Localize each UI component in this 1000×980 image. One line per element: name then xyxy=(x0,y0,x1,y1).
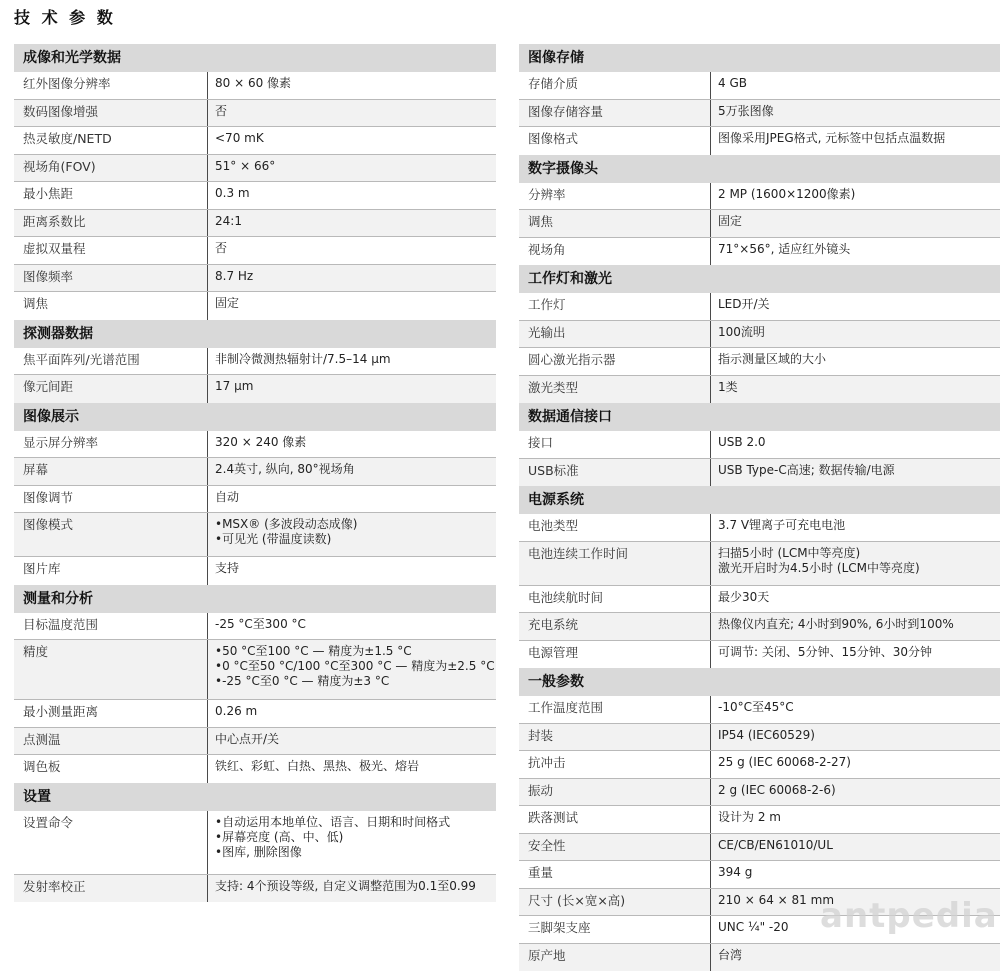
spec-label: 图像存储容量 xyxy=(519,100,711,127)
spec-label: 显示屏分辨率 xyxy=(14,431,208,458)
spec-label: 安全性 xyxy=(519,834,711,861)
spec-label: 跌落测试 xyxy=(519,806,711,833)
spec-value-line: 固定 xyxy=(215,296,240,310)
spec-bullet: •可见光 (带温度读数) xyxy=(215,532,332,546)
spec-row xyxy=(519,613,1000,641)
spec-row xyxy=(14,210,496,238)
section-heading: 设置 xyxy=(14,783,496,811)
spec-section xyxy=(14,783,496,903)
spec-row xyxy=(519,376,1000,404)
spec-value xyxy=(208,237,496,264)
section-rows xyxy=(519,431,1000,486)
spec-label: 设置命令 xyxy=(14,811,208,874)
spec-label: 精度 xyxy=(14,640,208,699)
spec-label: 视场角(FOV) xyxy=(14,155,208,182)
spec-row xyxy=(14,557,496,585)
spec-value-line: 可调节: 关闭、5分钟、15分钟、30分钟 xyxy=(718,644,933,659)
spec-bullet: •0 °C至50 °C/100 °C至300 °C — 精度为±2.5 °C xyxy=(215,659,495,673)
spec-value-line: 扫描5小时 (LCM中等亮度) xyxy=(718,545,861,560)
spec-label: 图片库 xyxy=(14,557,208,585)
spec-label: 光输出 xyxy=(519,321,711,348)
spec-row xyxy=(519,238,1000,266)
spec-value xyxy=(711,431,1000,458)
watermark-logo: antpedia xyxy=(820,896,998,936)
section-rows xyxy=(14,811,496,903)
section-rows xyxy=(14,431,496,585)
spec-label: 发射率校正 xyxy=(14,875,208,903)
spec-label: 封装 xyxy=(519,724,711,751)
section-heading: 探测器数据 xyxy=(14,320,496,348)
spec-row xyxy=(519,834,1000,862)
spec-row xyxy=(519,210,1000,238)
spec-row xyxy=(14,375,496,403)
spec-row xyxy=(14,265,496,293)
spec-label: 振动 xyxy=(519,779,711,806)
spec-value xyxy=(208,182,496,209)
page-title: 技 术 参 数 xyxy=(14,8,116,27)
spec-value xyxy=(711,834,1000,861)
spec-label: 三脚架支座 xyxy=(519,916,711,943)
spec-value-line: UNC ¼" -20 xyxy=(718,920,789,934)
spec-value xyxy=(711,586,1000,613)
spec-section xyxy=(519,44,1000,155)
spec-value-line: 2 g (IEC 60068-2-6) xyxy=(718,782,836,797)
spec-value-line: 4 GB xyxy=(718,76,747,90)
spec-value-line: 最少30天 xyxy=(718,589,770,604)
spec-label: 图像模式 xyxy=(14,513,208,556)
spec-bullet: •图库, 删除图像 xyxy=(215,844,302,859)
spec-value-line: 图像采用JPEG格式, 元标签中包括点温数据 xyxy=(718,131,946,145)
spec-value-line: 2 MP (1600×1200像素) xyxy=(718,186,856,201)
section-heading: 测量和分析 xyxy=(14,585,496,613)
spec-value-line: 支持: 4个预设等级, 自定义调整范围为0.1至0.99 xyxy=(215,878,476,893)
spec-row xyxy=(14,72,496,100)
spec-value-line: 2.4英寸, 纵向, 80°视场角 xyxy=(215,462,355,476)
spec-row xyxy=(519,321,1000,349)
spec-value-line: 0.26 m xyxy=(215,704,258,718)
spec-value xyxy=(711,127,1000,155)
spec-label: 电池连续工作时间 xyxy=(519,542,711,585)
section-rows xyxy=(519,183,1000,266)
section-heading: 工作灯和激光 xyxy=(519,265,1000,293)
spec-value-line: 中心点开/关 xyxy=(215,731,280,746)
spec-value xyxy=(711,210,1000,237)
spec-value xyxy=(208,431,496,458)
spec-label: 目标温度范围 xyxy=(14,613,208,640)
spec-value xyxy=(208,127,496,154)
spec-section xyxy=(519,403,1000,486)
spec-value-line: 自动 xyxy=(215,489,240,504)
spec-label: 点测温 xyxy=(14,728,208,755)
spec-row xyxy=(519,641,1000,669)
spec-value xyxy=(711,348,1000,375)
spec-row xyxy=(14,640,496,700)
spec-row xyxy=(519,72,1000,100)
spec-label: 最小焦距 xyxy=(14,182,208,209)
spec-section xyxy=(14,585,496,783)
spec-value xyxy=(208,265,496,292)
spec-value xyxy=(208,728,496,755)
spec-label: 距离系数比 xyxy=(14,210,208,237)
section-rows xyxy=(519,293,1000,403)
spec-value-line: 0.3 m xyxy=(215,186,250,200)
spec-value xyxy=(208,155,496,182)
spec-bullet: •MSX® (多波段动态成像) xyxy=(215,517,358,531)
spec-label: 屏幕 xyxy=(14,458,208,485)
spec-value-line: 3.7 V锂离子可充电电池 xyxy=(718,518,846,532)
spec-label: 充电系统 xyxy=(519,613,711,640)
spec-row xyxy=(519,751,1000,779)
spec-label: 像元间距 xyxy=(14,375,208,403)
spec-value xyxy=(711,183,1000,210)
spec-value xyxy=(711,542,1000,585)
spec-row xyxy=(519,100,1000,128)
spec-value xyxy=(208,513,496,556)
spec-value xyxy=(208,875,496,903)
spec-value xyxy=(208,100,496,127)
section-rows xyxy=(519,514,1000,668)
spec-value xyxy=(208,755,496,783)
spec-value xyxy=(208,210,496,237)
section-heading: 数字摄像头 xyxy=(519,155,1000,183)
spec-row xyxy=(14,486,496,514)
spec-value-line: 100流明 xyxy=(718,324,765,339)
spec-value-line: <70 mK xyxy=(215,131,264,145)
section-heading: 成像和光学数据 xyxy=(14,44,496,72)
spec-value xyxy=(711,459,1000,487)
spec-row xyxy=(519,696,1000,724)
spec-row xyxy=(519,127,1000,155)
spec-row xyxy=(14,513,496,557)
spec-value xyxy=(711,100,1000,127)
spec-value xyxy=(711,806,1000,833)
spec-value-line: 394 g xyxy=(718,865,753,879)
spec-value xyxy=(711,238,1000,266)
spec-label: 调焦 xyxy=(14,292,208,320)
spec-value xyxy=(208,613,496,640)
spec-value-line: 210 × 64 × 81 mm xyxy=(718,892,835,907)
spec-label: 工作温度范围 xyxy=(519,696,711,723)
spec-row xyxy=(519,514,1000,542)
spec-value-line: 固定 xyxy=(718,214,743,228)
spec-label: 热灵敏度/NETD xyxy=(14,127,208,154)
spec-value-line: 1类 xyxy=(718,379,738,394)
section-heading: 电源系统 xyxy=(519,486,1000,514)
spec-value-line: 非制冷微测热辐射计/7.5–14 µm xyxy=(215,351,391,366)
spec-label: 图像频率 xyxy=(14,265,208,292)
spec-value-line: CE/CB/EN61010/UL xyxy=(718,837,833,852)
spec-value xyxy=(208,557,496,585)
section-rows xyxy=(519,72,1000,155)
section-rows xyxy=(14,348,496,403)
spec-bullet: •屏幕亮度 (高、中、低) xyxy=(215,829,344,844)
spec-label: 存储介质 xyxy=(519,72,711,99)
spec-row xyxy=(14,100,496,128)
spec-value-line: 51° × 66° xyxy=(215,158,276,173)
spec-row xyxy=(519,542,1000,586)
spec-label: 原产地 xyxy=(519,944,711,972)
spec-label: 调焦 xyxy=(519,210,711,237)
spec-value xyxy=(711,72,1000,99)
spec-value-line: 支持 xyxy=(215,561,240,575)
spec-row xyxy=(14,155,496,183)
spec-value xyxy=(711,321,1000,348)
spec-label: 工作灯 xyxy=(519,293,711,320)
spec-label: 焦平面阵列/光谱范围 xyxy=(14,348,208,375)
spec-value xyxy=(208,72,496,99)
spec-row xyxy=(14,811,496,875)
spec-row xyxy=(14,728,496,756)
spec-label: 重量 xyxy=(519,861,711,888)
spec-bullet: •-25 °C至0 °C — 精度为±3 °C xyxy=(215,674,390,688)
spec-row xyxy=(14,755,496,783)
spec-value-line: -10°C至45°C xyxy=(718,700,794,714)
spec-row xyxy=(519,431,1000,459)
spec-label: 红外图像分辨率 xyxy=(14,72,208,99)
spec-row xyxy=(519,348,1000,376)
spec-label: USB标准 xyxy=(519,459,711,487)
spec-bullet: •自动运用本地单位、语言、日期和时间格式 xyxy=(215,814,451,829)
spec-value xyxy=(208,292,496,320)
spec-row xyxy=(14,237,496,265)
spec-row xyxy=(14,613,496,641)
spec-value-line: 5万张图像 xyxy=(718,103,774,118)
spec-value-line: -25 °C至300 °C xyxy=(215,616,306,631)
spec-label: 虚拟双量程 xyxy=(14,237,208,264)
spec-row xyxy=(519,183,1000,211)
spec-row xyxy=(519,724,1000,752)
spec-label: 图像调节 xyxy=(14,486,208,513)
spec-section xyxy=(14,44,496,320)
spec-column-left xyxy=(14,44,496,902)
spec-column-right xyxy=(519,44,1000,971)
spec-value-line: 24:1 xyxy=(215,213,242,228)
spec-value xyxy=(711,944,1000,972)
spec-value xyxy=(208,811,496,874)
spec-section xyxy=(519,265,1000,403)
spec-value xyxy=(208,700,496,727)
spec-row xyxy=(14,348,496,376)
spec-value-line: 25 g (IEC 60068-2-27) xyxy=(718,755,851,769)
spec-value-line: 否 xyxy=(215,241,228,255)
spec-label: 电源管理 xyxy=(519,641,711,669)
spec-value xyxy=(208,375,496,403)
spec-value xyxy=(711,696,1000,723)
spec-label: 电池类型 xyxy=(519,514,711,541)
spec-row xyxy=(519,806,1000,834)
spec-label: 接口 xyxy=(519,431,711,458)
spec-row xyxy=(519,944,1000,972)
spec-value-line: 激光开启时为4.5小时 (LCM中等亮度) xyxy=(718,560,920,575)
spec-row xyxy=(14,875,496,903)
spec-value xyxy=(711,751,1000,778)
spec-row xyxy=(519,459,1000,487)
spec-value xyxy=(711,779,1000,806)
spec-section xyxy=(14,403,496,585)
spec-label: 调色板 xyxy=(14,755,208,783)
section-heading: 图像展示 xyxy=(14,403,496,431)
spec-value xyxy=(711,641,1000,669)
spec-label: 圆心激光指示器 xyxy=(519,348,711,375)
spec-value xyxy=(208,640,496,699)
spec-value-line: 否 xyxy=(215,103,228,118)
spec-row xyxy=(519,586,1000,614)
spec-label: 电池续航时间 xyxy=(519,586,711,613)
spec-label: 最小测量距离 xyxy=(14,700,208,727)
spec-value xyxy=(711,724,1000,751)
spec-value-line: LED开/关 xyxy=(718,297,770,311)
section-heading: 数据通信接口 xyxy=(519,403,1000,431)
spec-row xyxy=(519,861,1000,889)
spec-value-line: 17 µm xyxy=(215,379,254,393)
spec-value xyxy=(711,613,1000,640)
section-heading: 一般参数 xyxy=(519,668,1000,696)
spec-value xyxy=(208,348,496,375)
spec-value-line: 铁红、彩虹、白热、黑热、极光、熔岩 xyxy=(215,759,420,773)
spec-section xyxy=(519,155,1000,266)
spec-value xyxy=(711,861,1000,888)
spec-row xyxy=(14,700,496,728)
section-rows xyxy=(14,72,496,320)
spec-row xyxy=(519,293,1000,321)
spec-label: 激光类型 xyxy=(519,376,711,404)
spec-bullet: •50 °C至100 °C — 精度为±1.5 °C xyxy=(215,644,412,658)
section-heading: 图像存储 xyxy=(519,44,1000,72)
spec-value xyxy=(208,458,496,485)
spec-value-line: 指示测量区域的大小 xyxy=(718,352,827,366)
spec-value xyxy=(711,293,1000,320)
spec-label: 抗冲击 xyxy=(519,751,711,778)
spec-value-line: USB 2.0 xyxy=(718,435,766,449)
section-rows xyxy=(14,613,496,783)
spec-row xyxy=(14,182,496,210)
spec-label: 尺寸 (长×宽×高) xyxy=(519,889,711,916)
spec-value-line: 台湾 xyxy=(718,947,743,962)
spec-row xyxy=(14,292,496,320)
spec-value xyxy=(208,486,496,513)
spec-value-line: 80 × 60 像素 xyxy=(215,76,292,90)
spec-label: 视场角 xyxy=(519,238,711,266)
spec-row xyxy=(14,458,496,486)
spec-section xyxy=(14,320,496,403)
spec-value-line: 320 × 240 像素 xyxy=(215,434,307,449)
spec-value-line: 设计为 2 m xyxy=(718,810,781,824)
spec-row xyxy=(14,431,496,459)
spec-row xyxy=(519,779,1000,807)
spec-value-line: 71°×56°, 适应红外镜头 xyxy=(718,241,851,256)
spec-value-line: USB Type-C高速; 数据传输/电源 xyxy=(718,462,895,477)
spec-label: 图像格式 xyxy=(519,127,711,155)
spec-row xyxy=(14,127,496,155)
spec-label: 分辨率 xyxy=(519,183,711,210)
spec-value-line: 8.7 Hz xyxy=(215,268,254,283)
spec-value xyxy=(711,376,1000,404)
spec-value xyxy=(711,514,1000,541)
spec-label: 数码图像增强 xyxy=(14,100,208,127)
spec-value-line: IP54 (IEC60529) xyxy=(718,727,815,742)
spec-value-line: 热像仪内直充; 4小时到90%, 6小时到100% xyxy=(718,617,954,631)
spec-section xyxy=(519,486,1000,668)
